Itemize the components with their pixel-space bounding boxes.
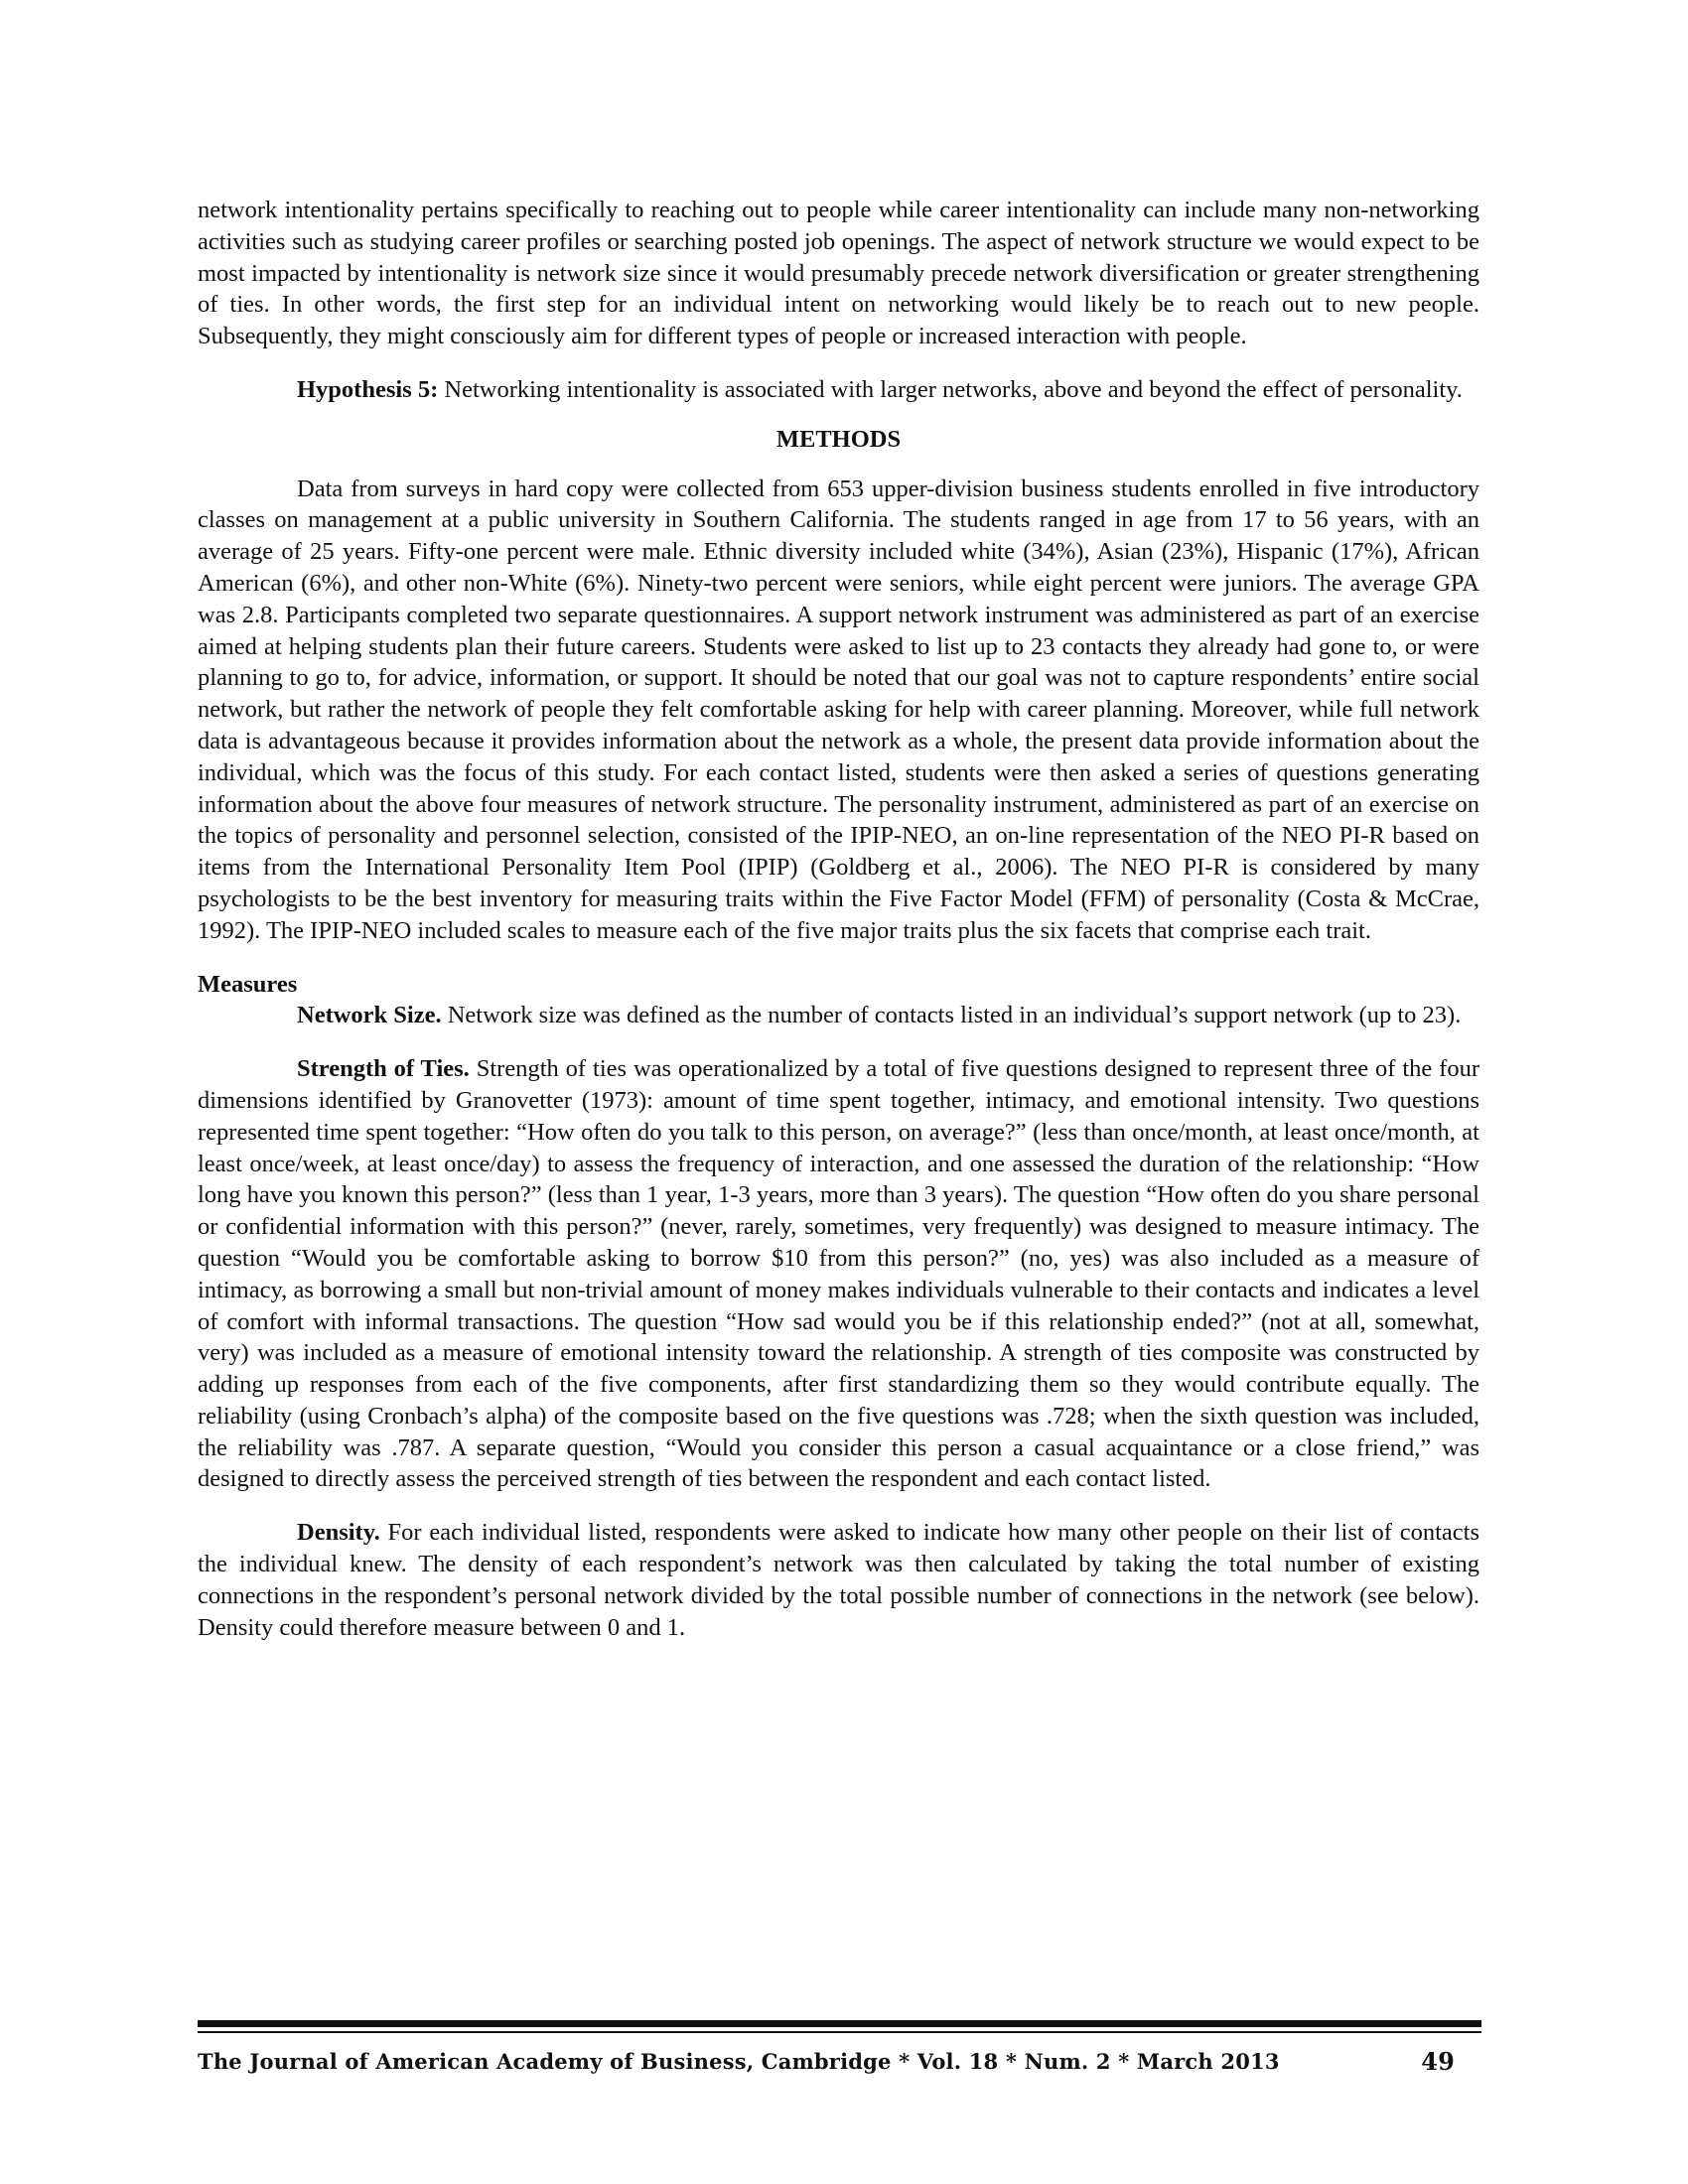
paragraph-network-size — [198, 1000, 1479, 1031]
page-footer — [198, 2043, 1455, 2083]
strength-of-ties-text: Strength of ties was operationalized by a total of five questions designed to represent three of the four dimensions identified by Granovetter (1973): amount of time spent together, intimacy, and emotional intensity. Two questions represented time spent together: “How often do you talk to this person, on average?” (less than once/month, at least once/month, at least once/week, at least once/day) to assess the frequency of interaction, and one assessed the duration of the relationship: “How long have you known this person?” (less than 1 year, 1-3 years, more than 3 years). The question “How often do you share personal or confidential information with this person?” (never, rarely, sometimes, very frequently) was designed to measure intimacy. The question “Would you be comfortable asking to borrow $10 from this person?” (no, yes) was also included as a measure of intimacy, as borrowing a small but non-trivial amount of money makes individuals vulnerable to their contacts and indicates a level of comfort with informal transactions. The question “How sad would you be if this relationship ended?” (not at all, somewhat, very) was included as a measure of emotional intensity toward the relationship. A strength of ties composite was constructed by adding up responses from each of the five components, after first standardizing them so they would contribute equally. The reliability (using Cronbach’s alpha) of the composite based on the five questions was .728; when the sixth question was included, the reliability was .787. A separate question, “Would you consider this person a casual acquaintance or a close friend,” was designed to directly assess the perceived strength of ties between the respondent and each contact listed. — [198, 1055, 1479, 1493]
strength-of-ties-label: Strength of Ties. — [297, 1055, 470, 1083]
page-number: 49 — [1421, 2047, 1455, 2076]
footer-rule-thick — [198, 2020, 1481, 2027]
hypothesis-5 — [297, 374, 1479, 406]
density-label: Density. — [297, 1519, 380, 1547]
hypothesis-label: Hypothesis 5: — [297, 375, 439, 403]
network-size-label: Network Size. — [297, 1002, 442, 1029]
hypothesis-text: Networking intentionality is associated with larger networks, above and beyond the effect of personality. — [438, 375, 1463, 403]
footer-rule-thin — [198, 2031, 1481, 2033]
footer-journal-citation: The Journal of American Academy of Business, Cambridge * Vol. 18 * Num. 2 * March 2013 — [198, 2049, 1280, 2074]
paragraph-strength-of-ties — [198, 1053, 1479, 1495]
paragraph-intro: network intentionality pertains specifically to reaching out to people while career intentionality can include many non-networking activities such as studying career profiles or searching posted job openings. The aspect of network structure we would expect to be most impacted by intentionality is network size since it would presumably precede network diversification or greater strengthening of ties. In other words, the first step for an individual intent on networking would likely be to reach out to new people. Subsequently, they might consciously aim for different types of people or increased interaction with people. — [198, 197, 1479, 350]
paragraph-density — [198, 1517, 1479, 1643]
paragraph-methods: Data from surveys in hard copy were collected from 653 upper-division business students enrolled in five introductory classes on management at a public university in Southern California. The students ranged in age from 17 to 56 years, with an average of 25 years. Fifty-one percent were male. Ethnic diversity included white (34%), Asian (23%), Hispanic (17%), African American (6%), and other non-White (6%). Ninety-two percent were seniors, while eight percent were juniors. The average GPA was 2.8. Participants completed two separate questionnaires. A support network instrument was administered as part of an exercise aimed at helping students plan their future careers. Students were asked to list up to 23 contacts they already had gone to, or were planning to go to, for advice, information, or support. It should be noted that our goal was not to capture respondents’ entire social network, but rather the network of people they felt comfortable asking for help with career planning. Moreover, while full network data is advantageous because it provides information about the network as a whole, the present data provide information about the individual, which was the focus of this study. For each contact listed, students were then asked a series of questions generating information about the above four measures of network structure. The personality instrument, administered as part of an exercise on the topics of personality and personnel selection, consisted of the IPIP-NEO, an on-line representation of the NEO PI-R based on items from the International Personality Item Pool (IPIP) (Goldberg et al., 2006). The NEO PI-R is considered by many psychologists to be the best inventory for measuring traits within the Five Factor Model (FFM) of personality (Costa & McCrae, 1992). The IPIP-NEO included scales to measure each of the five major traits plus the six facets that comprise each trait. — [198, 475, 1479, 944]
network-size-text: Network size was defined as the number of contacts listed in an individual’s support network (up to 23). — [441, 1002, 1462, 1029]
methods-heading: METHODS — [775, 425, 902, 453]
measures-heading: Measures — [198, 970, 298, 998]
page-body — [198, 195, 1479, 1643]
density-text: For each individual listed, respondents were asked to indicate how many other people on their list of contacts the individual knew. The density of each respondent’s network was then calculated by taking the total number of existing connections in the respondent’s personal network divided by the total possible number of connections in the network (see below). Density could therefore measure between 0 and 1. — [198, 1519, 1479, 1641]
